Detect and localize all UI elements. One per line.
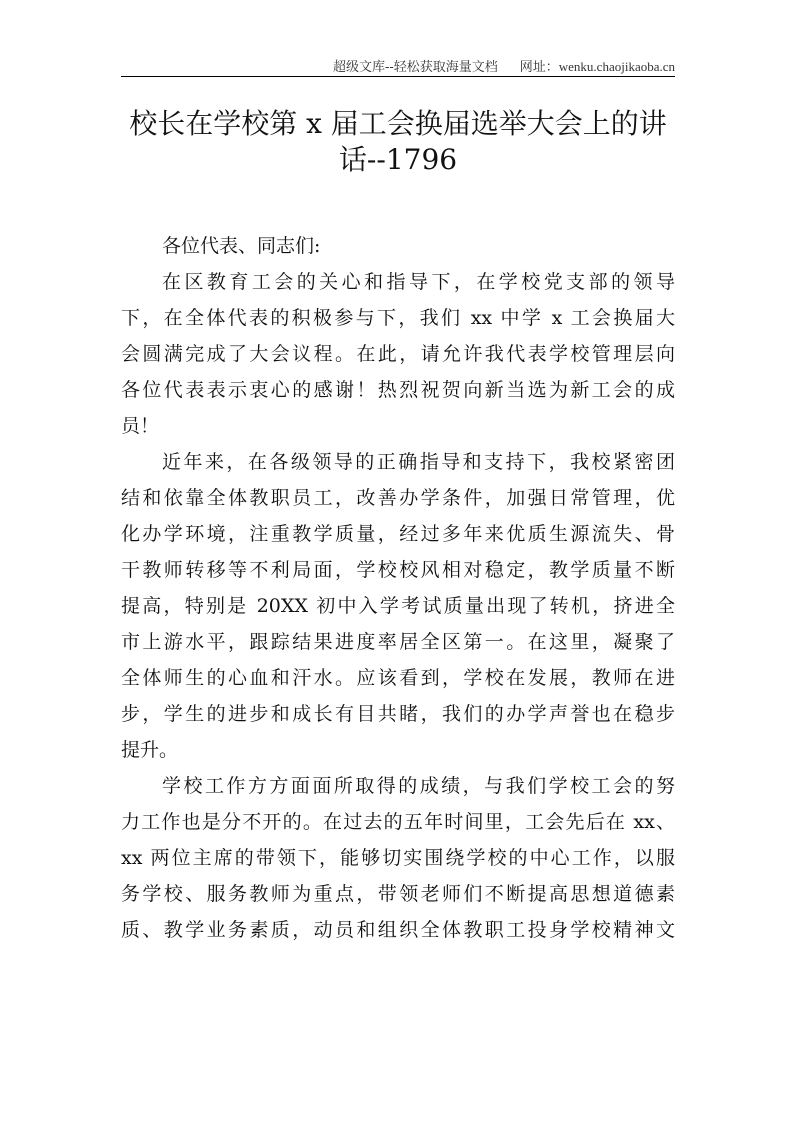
- text-line: 会圆满完成了大会议程。在此，请允许我代表学校管理层向: [121, 343, 675, 365]
- text-line: 结和依靠全体教职员工，改善办学条件，加强日常管理，优: [121, 487, 675, 509]
- text-line: 干教师转移等不利局面，学校校风相对稳定，教学质量不断: [121, 559, 675, 581]
- header-url: 网址：wenku.chaojikaoba.cn: [519, 59, 675, 74]
- page-header: [121, 56, 675, 75]
- title-line: 校长在学校第 x 届工会换届选举大会上的讲: [129, 107, 667, 140]
- header-site-name: 超级文库--轻松获取海量文档: [332, 60, 498, 75]
- text-line: 近年来，在各级领导的正确指导和支持下，我校紧密团: [162, 451, 675, 473]
- paragraph: [121, 768, 675, 948]
- title-line: 话--1796: [338, 143, 458, 176]
- text-line: 步，学生的进步和成长有目共睹，我们的办学声誉也在稳步: [121, 703, 675, 725]
- document-body: [121, 228, 675, 948]
- text-line: 员！: [121, 415, 160, 437]
- paragraph: [121, 444, 675, 768]
- paragraph: [121, 228, 675, 264]
- paragraph: [121, 264, 675, 444]
- text-line: 学校工作方方面面所取得的成绩，与我们学校工会的努: [162, 775, 675, 797]
- text-line: 力工作也是分不开的。在过去的五年时间里，工会先后在 xx、: [121, 811, 675, 833]
- text-line: 务学校、服务教师为重点，带领老师们不断提高思想道德素: [121, 883, 675, 905]
- text-line: 下，在全体代表的积极参与下，我们 xx 中学 x 工会换届大: [121, 307, 675, 329]
- text-line: 在区教育工会的关心和指导下，在学校党支部的领导: [162, 271, 675, 293]
- document-title: [110, 106, 686, 178]
- text-line: 质、教学业务素质，动员和组织全体教职工投身学校精神文: [121, 919, 675, 941]
- header-rule: [121, 76, 675, 77]
- text-line: 提升。: [121, 739, 179, 761]
- text-line: 各位代表、同志们:: [162, 235, 321, 257]
- text-line: 市上游水平，跟踪结果进度率居全区第一。在这里，凝聚了: [121, 631, 675, 653]
- text-line: 各位代表表示衷心的感谢！热烈祝贺向新当选为新工会的成: [121, 379, 675, 401]
- text-line: 提高，特别是 20XX 初中入学考试质量出现了转机，挤进全: [121, 595, 675, 617]
- text-line: xx 两位主席的带领下，能够切实围绕学校的中心工作，以服: [121, 847, 675, 869]
- text-line: 全体师生的心血和汗水。应该看到，学校在发展，教师在进: [121, 667, 675, 689]
- text-line: 化办学环境，注重教学质量，经过多年来优质生源流失、骨: [121, 523, 675, 545]
